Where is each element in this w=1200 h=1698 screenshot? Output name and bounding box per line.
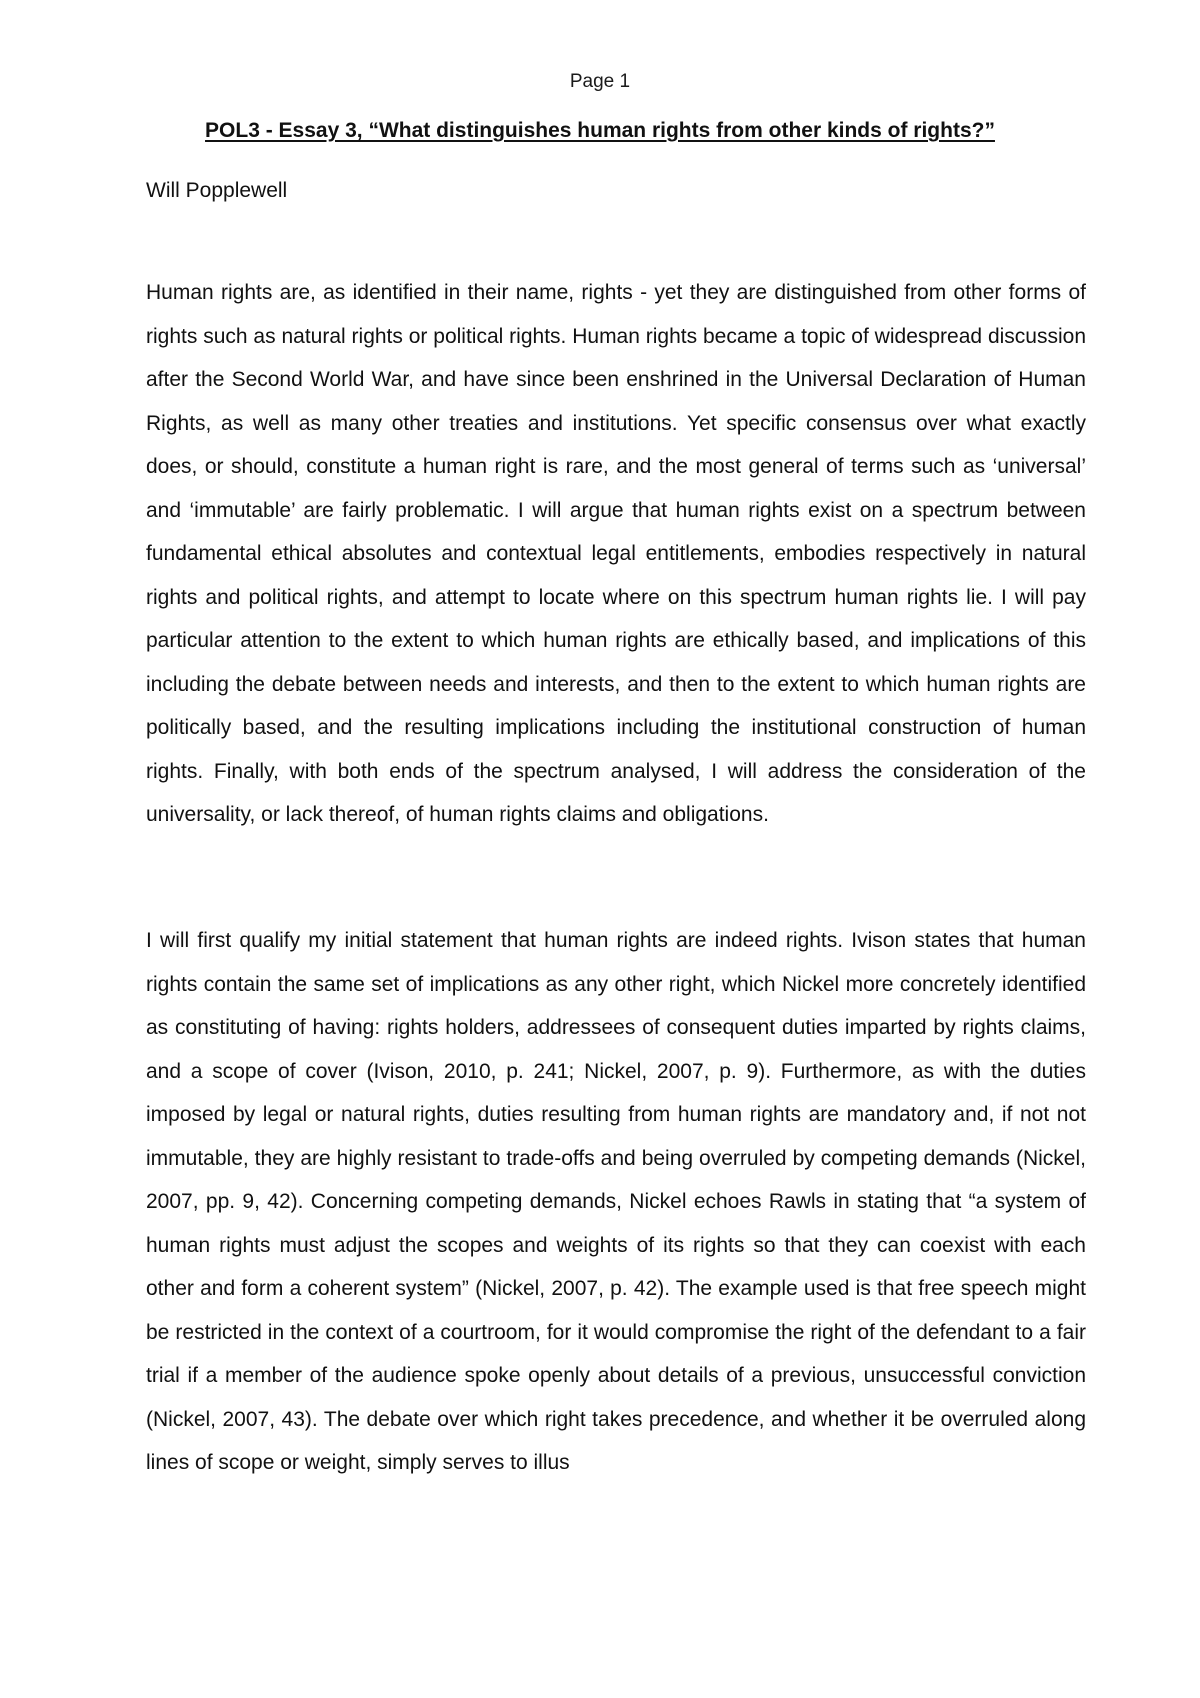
body-paragraph-2: I will first qualify my initial statement that human rights are indeed rights. Ivison states that human rights contain the same set of implications as any other right, which Nickel more concretely identified as constituting of having: rights holders, addressees of consequent duties imparted by rights claims, and a scope of cover (Ivison, 2010, p. 241; Nickel, 2007, p. 9). Furthermore, as with the duties imposed by legal or natural rights, duties resulting from human rights are mandatory and, if not not immutable, they are highly resistant to trade-offs and being overruled by competing demands (Nickel, 2007, pp. 9, 42). Concerning competing demands, Nickel echoes Rawls in stating that “a system of human rights must adjust the scopes and weights of its rights so that they can coexist with each other and form a coherent system” (Nickel, 2007, p. 42). The example used is that free speech might be restricted in the context of a courtroom, for it would compromise the right of the defendant to a fair trial if a member of the audience spoke openly about details of a previous, unsuccessful conviction (Nickel, 2007, 43). The debate over which right takes precedence, and whether it be overruled along lines of scope or weight, simply serves to illus [146,929,1086,1474]
page-number: Page 1 [569,71,631,92]
body-paragraph-1: Human rights are, as identified in their name, rights - yet they are distinguished from other forms of rights such as natural rights or political rights. Human rights became a topic of widespread discussion after the Second World War, and have since been enshrined in the Universal Declaration of Human Rights, as well as many other treaties and institutions. Yet specific consensus over what exactly does, or should, constitute a human right is rare, and the most general of terms such as ‘universal’ and ‘immutable’ are fairly problematic. I will argue that human rights exist on a spectrum between fundamental ethical absolutes and contextual legal entitlements, embodies respectively in natural rights and political rights, and attempt to locate where on this spectrum human rights lie. I will pay particular attention to the extent to which human rights are ethically based, and implications of this including the debate between needs and interests, and then to the extent to which human rights are politically based, and the resulting implications including the institutional construction of human rights. Finally, with both ends of the spectrum analysed, I will address the consideration of the universality, or lack thereof, of human rights claims and obligations. [146,281,1086,826]
author-name: Will Popplewell [146,179,288,202]
essay-title: POL3 - Essay 3, “What distinguishes human rights from other kinds of rights?” [205,119,995,142]
